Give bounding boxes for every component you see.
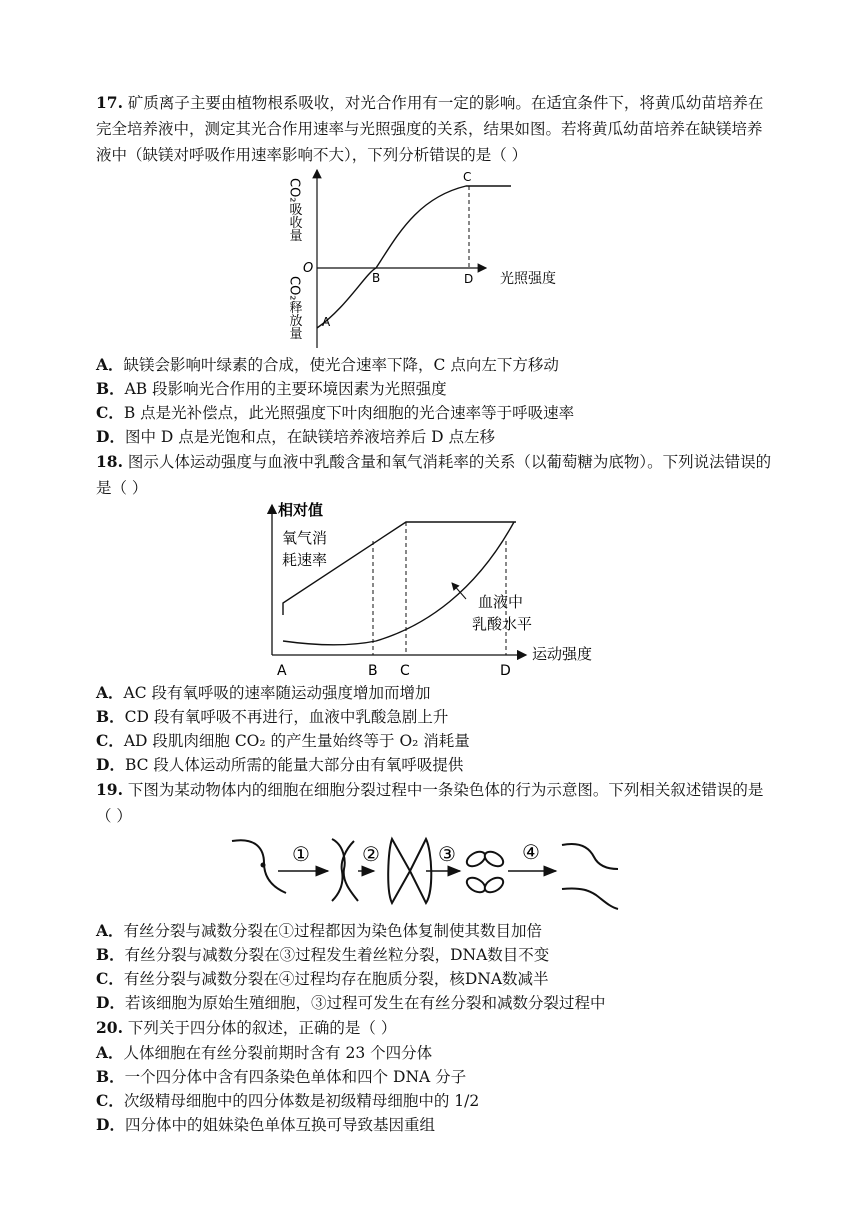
q19-option-d[interactable]: D．若该细胞为原始生殖细胞，③过程可发生在有丝分裂和减数分裂过程中 [96, 993, 606, 1012]
chromatid-bottom [482, 875, 505, 895]
q17-options [96, 353, 776, 449]
q17-pt-c: C [463, 170, 472, 184]
q18-stem [96, 449, 776, 501]
q18-y-label: 相对值 [278, 501, 324, 519]
q19-stem [96, 777, 776, 829]
q18-pt-a: A [277, 663, 287, 679]
q18-pt-d: D [500, 663, 511, 679]
q18-text: 图示人体运动强度与血液中乳酸含量和氧气消耗率的关系（以葡萄糖为底物）。下列说法错误的是（ ） [96, 453, 772, 497]
q19-number: 19. [96, 780, 123, 799]
q17-origin: O [303, 261, 314, 276]
q17-pt-d: D [464, 272, 474, 286]
q17-curve [317, 186, 511, 328]
q17-option-a[interactable]: A．缺镁会影响叶绿素的合成，使光合速率下降，C 点向左下方移动 [96, 355, 559, 374]
q17-pt-a: A [322, 315, 331, 329]
q19-figure [96, 829, 776, 919]
q17-figure [96, 168, 776, 353]
q18-option-a[interactable]: A．AC 段有氧呼吸的速率随运动强度增加而增加 [96, 683, 431, 702]
daughter-chromosome-bottom [562, 888, 618, 909]
q17-option-d[interactable]: D．图中 D 点是光饱和点，在缺镁培养液培养后 D 点左移 [96, 427, 496, 446]
q20-option-c[interactable]: C．次级精母细胞中的四分体数是初级精母细胞中的 1/2 [96, 1091, 480, 1110]
q17-option-b[interactable]: B．AB 段影响光合作用的主要环境因素为光照强度 [96, 379, 447, 398]
q17-number: 17. [96, 93, 123, 112]
q19-options [96, 919, 776, 1015]
q20-option-a[interactable]: A．人体细胞在有丝分裂前期时含有 23 个四分体 [96, 1043, 433, 1062]
chromosome-single [232, 840, 286, 893]
q20-options [96, 1041, 776, 1137]
step-3-label: ③ [438, 842, 456, 866]
q18-option-d[interactable]: D．BC 段人体运动所需的能量大部分由有氧呼吸提供 [96, 755, 464, 774]
q18-line1-a: 氧气消 [282, 529, 328, 547]
q20-option-b[interactable]: B．一个四分体中含有四条染色单体和四个 DNA 分子 [96, 1067, 467, 1086]
q20-option-d[interactable]: D．四分体中的姐妹染色单体互换可导致基因重组 [96, 1115, 435, 1134]
q18-figure [96, 501, 776, 681]
q18-options [96, 681, 776, 777]
q18-line2-a: 血液中 [478, 593, 524, 611]
q18-number: 18. [96, 452, 123, 471]
question-page [96, 90, 776, 1137]
q20-number: 20. [96, 1018, 123, 1037]
daughter-chromosome-top [562, 844, 618, 869]
q17-option-c[interactable]: C．B 点是光补偿点，此光照强度下叶肉细胞的光合速率等于呼吸速率 [96, 403, 575, 422]
step-1-label: ① [292, 842, 310, 866]
q20-stem [96, 1015, 776, 1041]
q18-line2-b: 乳酸水平 [472, 615, 533, 633]
q18-lactate-pointer [452, 583, 466, 599]
q19-text: 下图为某动物体内的细胞在细胞分裂过程中一条染色体的行为示意图。下列相关叙述错误的是（ ） [96, 781, 764, 825]
q20-text: 下列关于四分体的叙述，正确的是（ ） [127, 1019, 397, 1037]
q17-text: 矿质离子主要由植物根系吸收，对光合作用有一定的影响。在适宜条件下，将黄瓜幼苗培养在完全培养液中，测定其光合作用速率与光照强度的关系，结果如图。若将黄瓜幼苗培养在缺镁培养液中（缺镁对呼吸作用速率影响不大），下列分析错误的是（ ） [96, 94, 764, 164]
step-4-label: ④ [522, 840, 540, 864]
q17-y-top-label: CO₂吸收量 [286, 178, 302, 242]
q18-line1-b: 耗速率 [282, 551, 328, 569]
q18-pt-c: C [400, 663, 410, 679]
chromosome-duplicated [332, 839, 358, 901]
q17-stem [96, 90, 776, 168]
step-2-label: ② [362, 842, 380, 866]
q17-x-label: 光照强度 [500, 271, 556, 287]
q18-option-b[interactable]: B．CD 段有氧呼吸不再进行，血液中乳酸急剧上升 [96, 707, 449, 726]
chromatid-top [482, 849, 505, 869]
q18-option-c[interactable]: C．AD 段肌肉细胞 CO₂ 的产生量始终等于 O₂ 消耗量 [96, 731, 470, 750]
chromosome-condensed [388, 839, 410, 903]
q18-x-label: 运动强度 [532, 645, 593, 663]
q19-option-b[interactable]: B．有丝分裂与减数分裂在③过程发生着丝粒分裂，DNA数目不变 [96, 945, 550, 964]
q17-y-bottom-label: CO₂释放量 [286, 276, 302, 340]
q17-pt-b: B [372, 271, 381, 285]
q18-pt-b: B [368, 663, 378, 679]
q19-option-a[interactable]: A．有丝分裂与减数分裂在①过程都因为染色体复制使其数目加倍 [96, 921, 543, 940]
q19-option-c[interactable]: C．有丝分裂与减数分裂在④过程均存在胞质分裂，核DNA数减半 [96, 969, 549, 988]
